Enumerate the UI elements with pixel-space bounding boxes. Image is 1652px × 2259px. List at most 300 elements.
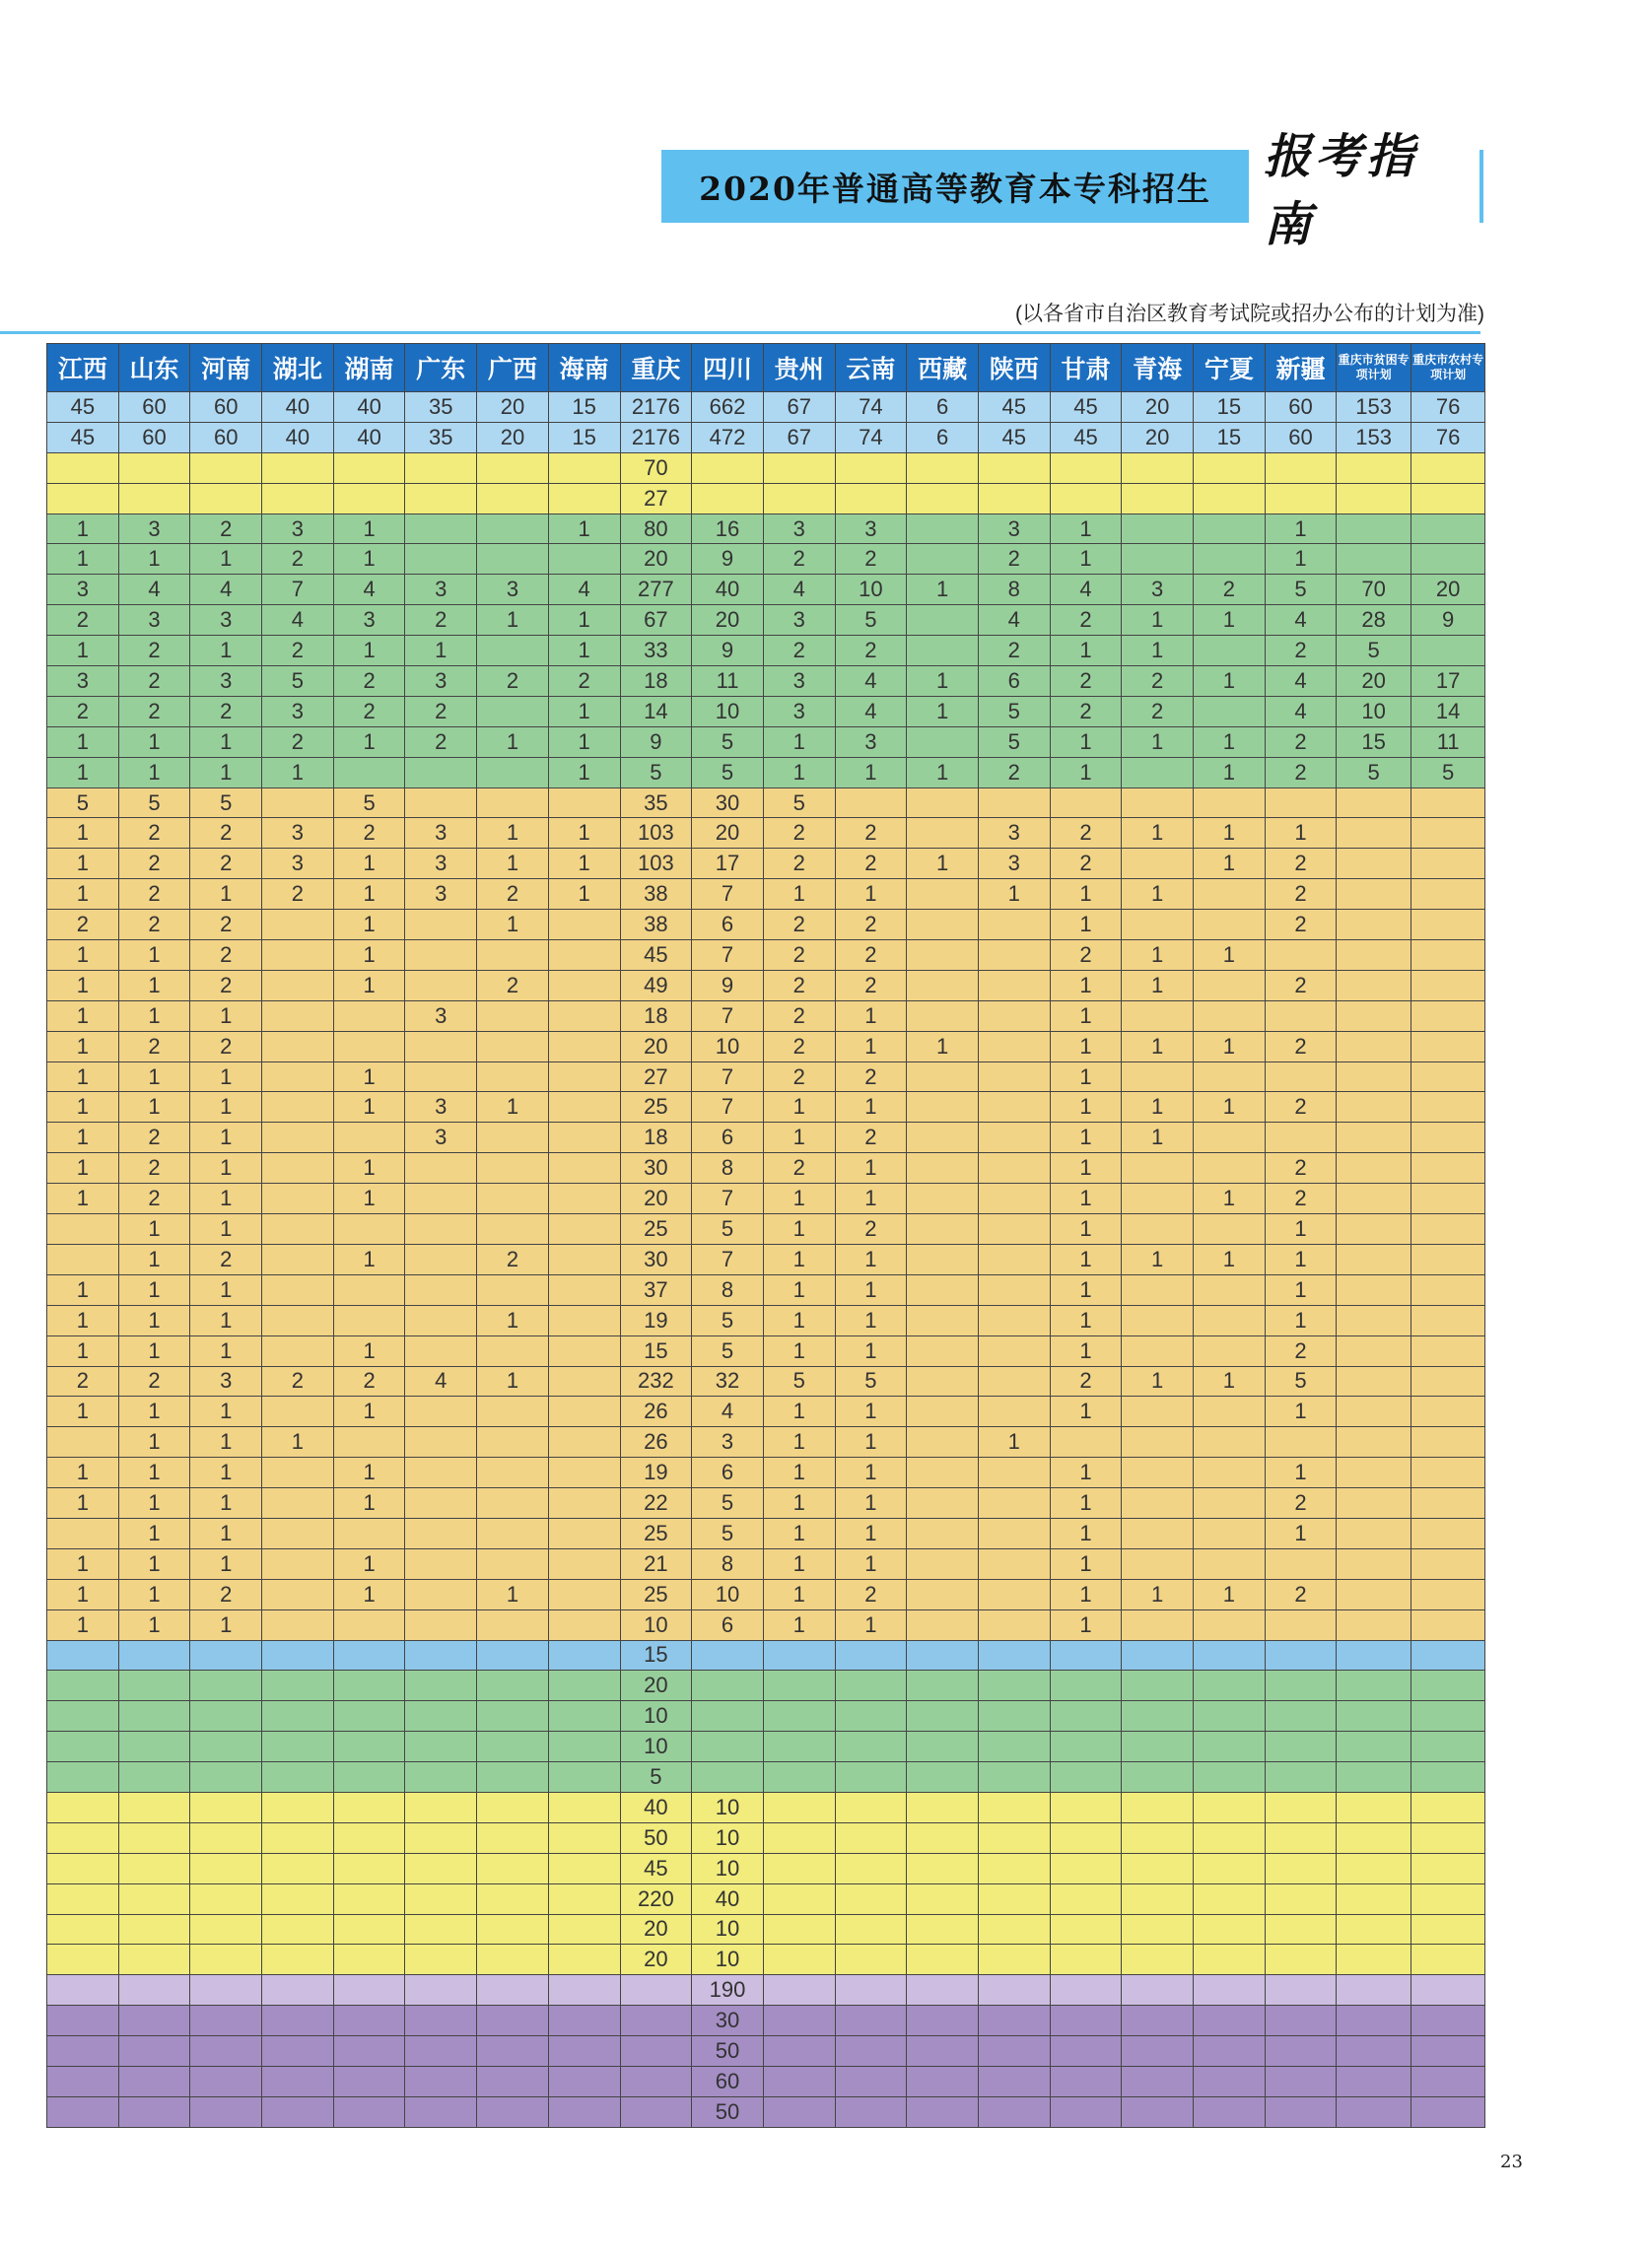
table-cell: 40 (333, 422, 405, 452)
table-cell (190, 2066, 262, 2096)
table-cell: 20 (620, 1031, 692, 1061)
table-cell (405, 1609, 477, 1640)
table-cell (907, 1184, 979, 1214)
table-cell (692, 1762, 764, 1793)
title-banner (661, 150, 1249, 223)
table-cell (548, 2066, 620, 2096)
table-cell: 1 (907, 757, 979, 787)
table-cell (907, 1822, 979, 1853)
table-cell: 1 (1050, 970, 1122, 1000)
table-cell: 1 (118, 544, 190, 575)
table-cell (978, 1305, 1050, 1335)
table-cell (190, 1732, 262, 1762)
table-cell (1411, 879, 1485, 910)
table-cell: 2 (477, 879, 549, 910)
table-cell (1411, 1975, 1485, 2006)
table-cell: 1 (763, 726, 835, 757)
table-cell: 2 (262, 544, 334, 575)
table-cell (763, 1671, 835, 1701)
table-cell (477, 1518, 549, 1548)
table-cell: 1 (190, 636, 262, 666)
table-cell: 45 (620, 940, 692, 971)
table-cell (1337, 1335, 1411, 1366)
table-cell (978, 970, 1050, 1000)
table-cell (1337, 1914, 1411, 1945)
table-cell: 1 (1265, 1518, 1337, 1548)
table-cell (1194, 1853, 1266, 1883)
table-cell: 1 (333, 970, 405, 1000)
table-cell: 2 (763, 1061, 835, 1092)
table-row (47, 1732, 1485, 1762)
table-cell (333, 1732, 405, 1762)
table-cell (620, 2006, 692, 2036)
table-cell (835, 452, 907, 483)
table-cell (1337, 2006, 1411, 2036)
table-cell: 1 (1194, 818, 1266, 849)
table-cell: 2 (835, 1061, 907, 1092)
table-cell (405, 513, 477, 544)
table-cell: 1 (47, 1548, 119, 1579)
table-cell (907, 1123, 979, 1153)
table-cell (262, 2066, 334, 2096)
table-cell: 3 (1122, 575, 1194, 605)
table-cell (907, 2036, 979, 2067)
table-cell (405, 1488, 477, 1519)
table-cell: 1 (1050, 879, 1122, 910)
table-cell: 2 (763, 1153, 835, 1184)
table-cell (118, 2066, 190, 2096)
table-cell (47, 1244, 119, 1274)
table-cell: 3 (405, 666, 477, 697)
table-cell (548, 1548, 620, 1579)
table-cell (548, 1123, 620, 1153)
table-cell (333, 2006, 405, 2036)
table-cell (978, 452, 1050, 483)
table-cell (1050, 1914, 1122, 1945)
table-cell: 1 (763, 1092, 835, 1123)
table-cell: 5 (692, 757, 764, 787)
table-cell: 1 (1050, 1000, 1122, 1031)
table-cell: 4 (333, 575, 405, 605)
table-cell: 1 (1050, 513, 1122, 544)
header-divider (0, 331, 1480, 334)
table-cell (548, 1579, 620, 1609)
table-cell: 4 (1265, 605, 1337, 636)
table-row (47, 1579, 1485, 1609)
table-cell (262, 1214, 334, 1245)
table-cell (907, 1092, 979, 1123)
table-cell (978, 1732, 1050, 1762)
table-cell (477, 1609, 549, 1640)
table-cell (333, 1609, 405, 1640)
table-cell: 1 (333, 1458, 405, 1488)
table-cell (907, 879, 979, 910)
table-cell (1337, 2036, 1411, 2067)
table-row (47, 1488, 1485, 1519)
table-cell: 4 (1050, 575, 1122, 605)
table-cell: 1 (333, 1397, 405, 1427)
table-cell (907, 1701, 979, 1732)
table-cell (333, 1853, 405, 1883)
table-row (47, 1214, 1485, 1245)
table-cell: 80 (620, 513, 692, 544)
table-cell (1122, 1427, 1194, 1458)
table-cell (1337, 1184, 1411, 1214)
table-cell (835, 1853, 907, 1883)
table-cell: 4 (548, 575, 620, 605)
table-cell: 1 (1050, 1579, 1122, 1609)
table-cell: 1 (118, 1427, 190, 1458)
table-cell (907, 1153, 979, 1184)
table-cell (1265, 2096, 1337, 2127)
table-cell: 1 (548, 818, 620, 849)
table-cell: 1 (118, 1458, 190, 1488)
table-cell (1411, 1123, 1485, 1153)
table-cell (190, 1792, 262, 1822)
table-cell (262, 1274, 334, 1305)
table-cell (1194, 2066, 1266, 2096)
table-cell (1265, 1701, 1337, 1732)
table-cell (907, 1458, 979, 1488)
table-cell (1194, 1061, 1266, 1092)
table-cell (477, 636, 549, 666)
table-cell (692, 1671, 764, 1701)
table-cell (262, 940, 334, 971)
table-cell: 1 (333, 1153, 405, 1184)
table-cell: 7 (692, 1244, 764, 1274)
table-cell (405, 1640, 477, 1671)
table-cell: 30 (692, 2006, 764, 2036)
table-cell: 10 (692, 1579, 764, 1609)
table-cell: 1 (1122, 879, 1194, 910)
table-cell (835, 1792, 907, 1822)
table-cell: 1 (1194, 726, 1266, 757)
table-cell: 7 (262, 575, 334, 605)
table-cell: 25 (620, 1579, 692, 1609)
table-cell (477, 1000, 549, 1031)
table-cell (1337, 1274, 1411, 1305)
table-cell: 1 (333, 940, 405, 971)
table-cell (477, 1031, 549, 1061)
table-cell: 1 (333, 513, 405, 544)
table-cell: 1 (835, 1244, 907, 1274)
table-cell (835, 787, 907, 818)
table-cell (763, 1945, 835, 1975)
table-cell (1411, 1548, 1485, 1579)
table-cell (907, 1000, 979, 1031)
table-cell: 40 (333, 392, 405, 423)
table-cell: 7 (692, 940, 764, 971)
table-row (47, 544, 1485, 575)
table-cell (1265, 1914, 1337, 1945)
column-header: 河南 (190, 344, 262, 392)
table-row (47, 513, 1485, 544)
table-row (47, 849, 1485, 879)
table-cell (1337, 1092, 1411, 1123)
table-cell (835, 483, 907, 513)
table-cell (978, 1792, 1050, 1822)
table-cell (405, 1975, 477, 2006)
table-cell: 3 (262, 849, 334, 879)
table-cell (118, 2096, 190, 2127)
table-cell (978, 1762, 1050, 1793)
table-cell (1122, 1671, 1194, 1701)
table-cell: 1 (978, 1427, 1050, 1458)
table-cell: 1 (118, 1548, 190, 1579)
table-cell (477, 1671, 549, 1701)
table-cell: 2 (1265, 1579, 1337, 1609)
table-cell (548, 452, 620, 483)
table-cell (1122, 1945, 1194, 1975)
table-cell (262, 2096, 334, 2127)
table-cell (333, 452, 405, 483)
table-cell (333, 757, 405, 787)
table-cell: 2 (1265, 849, 1337, 879)
table-cell (1194, 1123, 1266, 1153)
table-cell (405, 970, 477, 1000)
table-cell: 5 (262, 666, 334, 697)
table-cell: 60 (692, 2066, 764, 2096)
table-cell (333, 1274, 405, 1305)
table-cell: 1 (1122, 726, 1194, 757)
table-cell (548, 1274, 620, 1305)
table-cell (548, 1671, 620, 1701)
table-cell: 32 (692, 1366, 764, 1397)
table-cell: 1 (548, 696, 620, 726)
table-cell (1337, 1883, 1411, 1914)
table-cell (477, 544, 549, 575)
table-cell: 1 (118, 1335, 190, 1366)
table-cell (405, 940, 477, 971)
table-cell (1337, 940, 1411, 971)
table-cell (1122, 1822, 1194, 1853)
table-cell (477, 787, 549, 818)
table-cell: 60 (118, 392, 190, 423)
table-cell (405, 1031, 477, 1061)
table-cell (907, 1397, 979, 1427)
table-cell (1411, 1427, 1485, 1458)
table-cell (620, 2096, 692, 2127)
table-cell (405, 2096, 477, 2127)
table-cell: 20 (1122, 422, 1194, 452)
table-cell: 4 (262, 605, 334, 636)
table-cell: 1 (835, 1518, 907, 1548)
table-cell (47, 1853, 119, 1883)
table-cell (262, 1488, 334, 1519)
table-cell: 1 (763, 879, 835, 910)
table-cell: 1 (835, 1397, 907, 1427)
table-cell: 153 (1337, 422, 1411, 452)
table-cell (548, 970, 620, 1000)
table-cell: 2 (118, 1031, 190, 1061)
table-row (47, 1640, 1485, 1671)
table-cell (1194, 544, 1266, 575)
table-cell (1411, 1822, 1485, 1853)
table-cell: 4 (405, 1366, 477, 1397)
table-cell: 35 (620, 787, 692, 818)
table-cell: 2 (477, 666, 549, 697)
table-cell: 1 (118, 1000, 190, 1031)
table-cell: 1 (1122, 1031, 1194, 1061)
table-cell: 2 (1122, 696, 1194, 726)
table-row (47, 1762, 1485, 1793)
table-cell (333, 483, 405, 513)
table-cell (1194, 1397, 1266, 1427)
table-cell (1337, 1518, 1411, 1548)
table-row (47, 1335, 1485, 1366)
table-cell: 1 (47, 1458, 119, 1488)
table-cell: 1 (907, 1031, 979, 1061)
column-header: 广东 (405, 344, 477, 392)
table-cell: 20 (692, 605, 764, 636)
table-cell: 1 (118, 726, 190, 757)
table-cell: 2 (835, 910, 907, 940)
table-cell: 20 (1337, 666, 1411, 697)
table-cell: 1 (1265, 1244, 1337, 1274)
table-cell (1411, 452, 1485, 483)
table-cell (692, 483, 764, 513)
table-cell (1265, 1762, 1337, 1793)
table-cell: 50 (692, 2096, 764, 2127)
table-cell (763, 452, 835, 483)
table-cell: 1 (47, 1488, 119, 1519)
table-cell (1194, 2006, 1266, 2036)
table-cell: 2 (835, 849, 907, 879)
table-cell: 1 (47, 1397, 119, 1427)
table-cell: 9 (692, 544, 764, 575)
table-cell: 6 (978, 666, 1050, 697)
table-cell (548, 1945, 620, 1975)
table-cell (333, 1762, 405, 1793)
table-cell (978, 2036, 1050, 2067)
table-cell: 232 (620, 1366, 692, 1397)
table-cell (1050, 1640, 1122, 1671)
table-cell (47, 452, 119, 483)
table-cell (1122, 1274, 1194, 1305)
table-cell: 1 (477, 910, 549, 940)
table-cell (1122, 1762, 1194, 1793)
table-cell (477, 1640, 549, 1671)
table-row (47, 757, 1485, 787)
table-cell (262, 452, 334, 483)
table-cell: 20 (1122, 392, 1194, 423)
table-cell: 1 (118, 1274, 190, 1305)
table-cell (262, 1548, 334, 1579)
table-cell: 25 (620, 1518, 692, 1548)
table-cell: 1 (477, 605, 549, 636)
table-cell (47, 1792, 119, 1822)
table-cell (477, 1184, 549, 1214)
table-cell (1122, 1000, 1194, 1031)
table-cell (763, 1822, 835, 1853)
table-cell: 2 (190, 818, 262, 849)
table-cell: 1 (47, 818, 119, 849)
table-cell (978, 1092, 1050, 1123)
table-row (47, 1427, 1485, 1458)
table-cell: 2 (118, 696, 190, 726)
table-row (47, 910, 1485, 940)
table-cell (1122, 1397, 1194, 1427)
table-cell: 5 (1337, 636, 1411, 666)
table-cell (1337, 1488, 1411, 1519)
table-row (47, 1548, 1485, 1579)
table-cell: 4 (1265, 696, 1337, 726)
table-cell (620, 2036, 692, 2067)
table-cell (1265, 452, 1337, 483)
table-cell: 2 (1265, 726, 1337, 757)
table-row (47, 1518, 1485, 1548)
table-cell (262, 1123, 334, 1153)
table-cell: 67 (763, 422, 835, 452)
table-cell (1411, 1640, 1485, 1671)
table-cell (978, 1031, 1050, 1061)
table-cell: 6 (692, 1458, 764, 1488)
table-cell (763, 1883, 835, 1914)
table-cell: 38 (620, 910, 692, 940)
table-cell (907, 1274, 979, 1305)
table-cell (405, 452, 477, 483)
table-cell (1122, 1548, 1194, 1579)
table-cell: 1 (1050, 1184, 1122, 1214)
table-cell: 1 (333, 1579, 405, 1609)
table-cell: 1 (47, 849, 119, 879)
table-cell: 3 (835, 513, 907, 544)
table-cell (190, 1671, 262, 1701)
table-cell: 4 (978, 605, 1050, 636)
table-cell: 2 (405, 605, 477, 636)
table-cell: 1 (47, 1184, 119, 1214)
table-cell: 1 (333, 636, 405, 666)
table-cell: 1 (47, 1335, 119, 1366)
table-row (47, 636, 1485, 666)
table-cell (333, 1640, 405, 1671)
table-cell (333, 1305, 405, 1335)
table-cell: 2 (118, 849, 190, 879)
table-cell (262, 2036, 334, 2067)
table-cell: 2 (333, 666, 405, 697)
table-cell: 1 (835, 1458, 907, 1488)
table-cell (477, 452, 549, 483)
table-cell: 2 (47, 605, 119, 636)
table-cell (262, 483, 334, 513)
table-cell: 1 (548, 605, 620, 636)
table-cell (262, 1914, 334, 1945)
table-cell (1050, 1671, 1122, 1701)
table-cell: 10 (692, 1031, 764, 1061)
table-cell: 1 (118, 1092, 190, 1123)
table-cell: 1 (763, 1518, 835, 1548)
table-cell: 8 (692, 1153, 764, 1184)
table-cell: 3 (405, 575, 477, 605)
table-cell (548, 1518, 620, 1548)
table-cell (190, 1945, 262, 1975)
table-cell: 2 (262, 879, 334, 910)
table-cell (978, 1883, 1050, 1914)
table-cell (907, 1609, 979, 1640)
table-row (47, 666, 1485, 697)
table-cell (1194, 1975, 1266, 2006)
table-cell (907, 1914, 979, 1945)
table-cell (907, 1975, 979, 2006)
table-cell (405, 483, 477, 513)
table-cell: 2 (477, 970, 549, 1000)
table-row (47, 726, 1485, 757)
table-cell (835, 1732, 907, 1762)
table-cell: 2 (262, 1366, 334, 1397)
table-cell (548, 1458, 620, 1488)
table-cell: 4 (835, 666, 907, 697)
table-cell (1265, 1123, 1337, 1153)
